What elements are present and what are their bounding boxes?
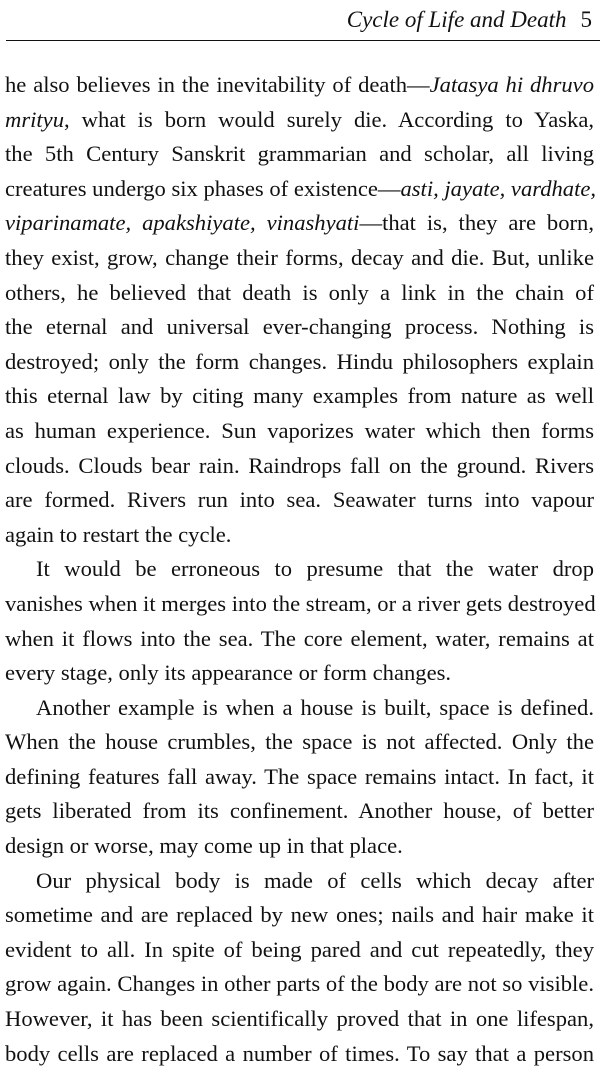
text-run: destroyed; only the form changes. Hindu philosophers explain	[5, 348, 594, 374]
text-run: creatures undergo six phases of existence—	[5, 175, 401, 201]
text-line	[5, 1037, 594, 1071]
text-run: when it flows into the sea. The core element, water, remains at	[5, 625, 594, 651]
text-run: design or worse, may come up in that place.	[5, 833, 403, 859]
text-line	[5, 241, 594, 276]
italic-text: viparinamate, apakshiyate, vinashyati	[5, 210, 360, 236]
text-run: , what is born would surely die. According to Yaska,	[64, 106, 594, 132]
text-line	[5, 414, 594, 449]
text-run: he also believes in the inevitability of death—	[5, 72, 430, 97]
text-line	[5, 310, 594, 345]
text-line	[5, 933, 594, 968]
text-run: It would be erroneous to presume that the water drop	[36, 556, 594, 582]
text-line	[5, 864, 594, 899]
text-run: are formed. Rivers run into sea. Seawater turns into vapour	[5, 487, 594, 513]
text-line	[5, 483, 594, 518]
text-run: However, it has been scientifically proved that in one lifespan,	[5, 1006, 594, 1032]
text-line	[5, 206, 594, 241]
text-run: others, he believed that death is only a link in the chain of	[5, 279, 594, 305]
text-run: When the house crumbles, the space is not affected. Only the	[5, 729, 594, 755]
text-line	[5, 725, 594, 760]
italic-text: Jatasya hi dhruvo	[429, 72, 594, 97]
page-number: 5	[580, 7, 592, 32]
text-run: they exist, grow, change their forms, decay and die. But, unlike	[5, 244, 594, 270]
text-line	[5, 552, 594, 587]
text-line	[5, 967, 594, 1002]
text-run: —that is, they are born,	[359, 210, 594, 236]
text-line	[5, 172, 597, 207]
text-line	[5, 379, 594, 414]
text-line	[5, 587, 594, 622]
paragraph	[5, 864, 594, 1071]
running-header	[8, 2, 592, 38]
text-run: sometime and are replaced by new ones; nails and hair make it	[5, 902, 594, 928]
text-line	[5, 656, 594, 691]
text-run: the 5th Century Sanskrit grammarian and scholar, all living	[5, 141, 594, 167]
text-line	[5, 103, 594, 138]
text-run: Our physical body is made of cells which decay after	[36, 867, 594, 893]
text-line	[5, 276, 594, 311]
text-run: every stage, only its appearance or form changes.	[5, 660, 452, 686]
running-title: Cycle of Life and Death	[346, 7, 567, 32]
text-run: as human experience. Sun vaporizes water which then forms	[5, 417, 594, 443]
text-run: Another example is when a house is built, space is defined.	[36, 694, 594, 720]
text-run: grow again. Changes in other parts of the body are not so visible.	[5, 971, 594, 997]
text-run: vanishes when it merges into the stream, or a river gets destroyed	[5, 590, 596, 616]
text-line	[5, 691, 594, 726]
text-run: clouds. Clouds bear rain. Raindrops fall on the ground. Rivers	[5, 452, 594, 478]
text-line	[5, 794, 594, 829]
text-run: the eternal and universal ever-changing process. Nothing is	[5, 314, 594, 340]
text-run: defining features fall away. The space remains intact. In fact, it	[5, 763, 594, 789]
text-run: evident to all. In spite of being pared and cut repeatedly, they	[5, 936, 594, 962]
text-line	[5, 137, 594, 172]
text-run: body cells are replaced a number of times. To say that a person	[5, 1040, 594, 1066]
paragraph	[5, 691, 594, 864]
text-line	[5, 345, 594, 380]
text-run: gets liberated from its confinement. Another house, of better	[5, 798, 594, 824]
text-line	[5, 622, 594, 657]
text-line	[5, 68, 594, 103]
text-line	[5, 829, 594, 864]
header-rule	[6, 40, 600, 41]
italic-text: asti, jayate, vardhate,	[400, 175, 597, 201]
text-line	[5, 1002, 594, 1037]
italic-text: mrityu	[5, 106, 64, 132]
text-run: this eternal law by citing many examples from nature as well	[5, 383, 594, 409]
text-line	[5, 898, 594, 933]
text-line	[5, 449, 594, 484]
body-text	[5, 68, 597, 1071]
text-line	[5, 518, 594, 553]
paragraph	[5, 552, 594, 690]
text-run: again to restart the cycle.	[5, 521, 232, 547]
text-line	[5, 760, 594, 795]
paragraph	[5, 68, 597, 552]
